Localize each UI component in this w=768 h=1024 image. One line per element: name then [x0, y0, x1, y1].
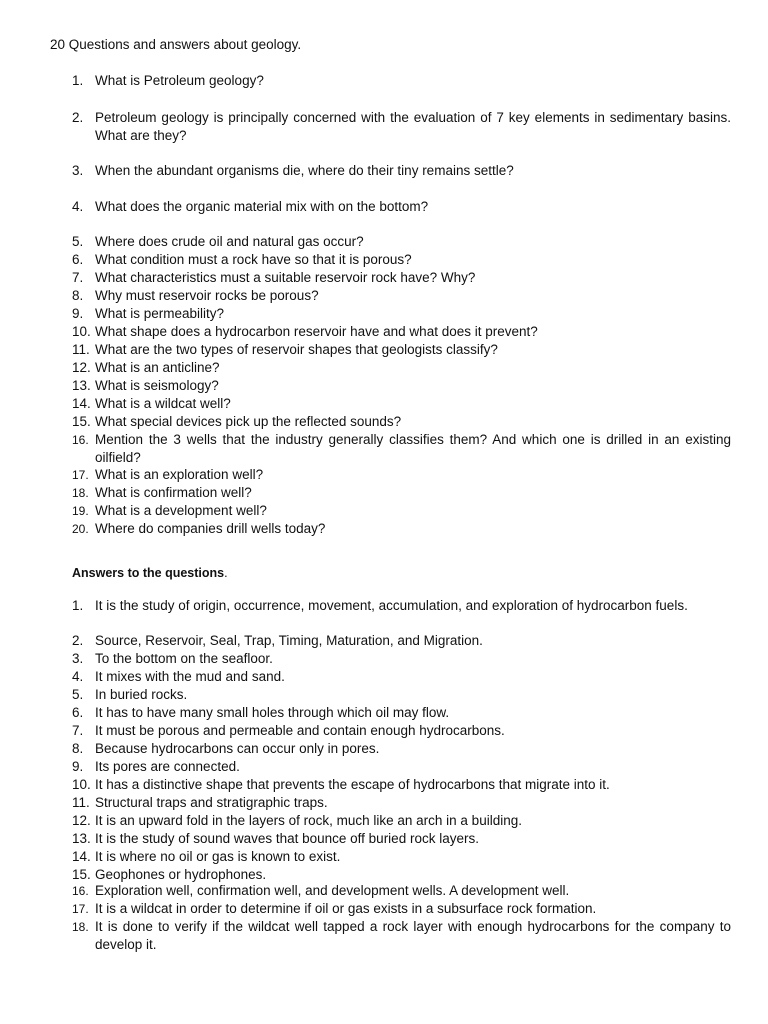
answer-item-text: It must be porous and permeable and contain enough hydrocarbons.	[95, 723, 505, 738]
answer-item-text: It is an upward fold in the layers of rock, much like an arch in a building.	[95, 813, 522, 828]
answer-item-text: It is the study of sound waves that bounce off buried rock layers.	[95, 831, 479, 846]
question-item-text: What is permeability?	[95, 306, 225, 321]
question-item	[72, 233, 731, 251]
answer-item-text: Source, Reservoir, Seal, Trap, Timing, Maturation, and Migration.	[95, 633, 483, 648]
question-item-number: 5.	[72, 234, 84, 249]
question-item-number: 19.	[72, 504, 89, 518]
answer-item-text: Exploration well, confirmation well, and development wells. A development well.	[95, 883, 570, 898]
answer-item-text: Structural traps and stratigraphic traps.	[95, 795, 328, 810]
question-item-text: Petroleum geology is principally concerned with the evaluation of 7 key elements in sedimentary basins. What are they?	[95, 110, 731, 143]
question-item-text: What is an anticline?	[95, 360, 220, 375]
question-item	[72, 251, 731, 269]
answer-item-number: 16.	[72, 884, 89, 898]
question-item-text: Why must reservoir rocks be porous?	[95, 288, 319, 303]
answer-item	[72, 812, 731, 830]
answer-item-text: It is a wildcat in order to determine if oil or gas exists in a subsurface rock formation.	[95, 901, 597, 916]
question-item-text: Mention the 3 wells that the industry generally classifies them? And which one is drilled in an existing oilfield?	[95, 432, 731, 465]
answer-item-number: 1.	[72, 598, 84, 613]
answers-heading-suffix: .	[224, 566, 228, 580]
answer-item-number: 13.	[72, 831, 91, 846]
question-item	[72, 484, 731, 502]
answer-item-number: 10.	[72, 777, 91, 792]
question-item	[72, 341, 731, 359]
question-item-text: What does the organic material mix with on the bottom?	[95, 199, 429, 214]
question-item-number: 3.	[72, 163, 84, 178]
answer-item	[72, 722, 731, 740]
answer-item	[72, 650, 731, 668]
question-item	[72, 502, 731, 520]
answer-item-text: It has to have many small holes through which oil may flow.	[95, 705, 450, 720]
question-item-text: What is a development well?	[95, 503, 267, 518]
answer-item	[72, 900, 731, 918]
answer-item-number: 9.	[72, 759, 84, 774]
question-item-text: What characteristics must a suitable reservoir rock have? Why?	[95, 270, 476, 285]
question-item-text: When the abundant organisms die, where do their tiny remains settle?	[95, 163, 514, 178]
answer-item-number: 17.	[72, 902, 89, 916]
answer-item-number: 18.	[72, 920, 89, 934]
question-item	[72, 431, 731, 467]
document-title: 20 Questions and answers about geology.	[50, 37, 302, 52]
answer-item	[72, 686, 731, 704]
question-item	[72, 287, 731, 305]
answer-item-text: Its pores are connected.	[95, 759, 240, 774]
question-item	[72, 305, 731, 323]
question-item	[72, 413, 731, 431]
answer-item-number: 8.	[72, 741, 84, 756]
question-item-number: 8.	[72, 288, 84, 303]
question-item-text: What is an exploration well?	[95, 467, 264, 482]
question-item	[72, 520, 731, 538]
answer-item-number: 6.	[72, 705, 84, 720]
question-item	[72, 162, 731, 180]
question-item-number: 9.	[72, 306, 84, 321]
question-item-number: 6.	[72, 252, 84, 267]
question-item	[72, 377, 731, 395]
question-item-number: 2.	[72, 110, 84, 125]
question-item	[72, 109, 731, 145]
answer-item-text: It is the study of origin, occurrence, movement, accumulation, and exploration of hydrocarbon fuels.	[95, 598, 688, 613]
answer-item-text: It has a distinctive shape that prevents the escape of hydrocarbons that migrate into it.	[95, 777, 610, 792]
answer-item	[72, 848, 731, 866]
question-item-text: Where does crude oil and natural gas occur?	[95, 234, 364, 249]
question-item-text: What is a wildcat well?	[95, 396, 231, 411]
question-item-number: 4.	[72, 199, 84, 214]
answer-item-text: Geophones or hydrophones.	[95, 867, 267, 882]
question-item-text: What shape does a hydrocarbon reservoir have and what does it prevent?	[95, 324, 538, 339]
question-item-text: What condition must a rock have so that it is porous?	[95, 252, 412, 267]
answer-item	[72, 918, 731, 954]
answer-item-text: Because hydrocarbons can occur only in pores.	[95, 741, 380, 756]
question-item-number: 16.	[72, 433, 89, 447]
answer-item-number: 2.	[72, 633, 84, 648]
question-item	[72, 269, 731, 287]
question-item-number: 12.	[72, 360, 91, 375]
question-item-number: 15.	[72, 414, 91, 429]
question-item-number: 17.	[72, 468, 89, 482]
answer-item-number: 3.	[72, 651, 84, 666]
question-item-text: What are the two types of reservoir shapes that geologists classify?	[95, 342, 498, 357]
answer-item-text: It mixes with the mud and sand.	[95, 669, 285, 684]
answer-item	[72, 668, 731, 686]
answers-heading	[72, 566, 228, 580]
answer-item	[72, 830, 731, 848]
question-item	[72, 323, 731, 341]
answer-item	[72, 776, 731, 794]
question-item-number: 18.	[72, 486, 89, 500]
question-item-number: 7.	[72, 270, 84, 285]
question-item-number: 20.	[72, 522, 89, 536]
question-item-number: 14.	[72, 396, 91, 411]
question-item-number: 11.	[72, 342, 90, 357]
question-item	[72, 395, 731, 413]
answer-item	[72, 597, 731, 615]
answer-item	[72, 704, 731, 722]
answer-item-number: 14.	[72, 849, 91, 864]
answers-heading-label: Answers to the questions	[72, 566, 225, 580]
question-item	[72, 466, 731, 484]
answer-item-text: It is where no oil or gas is known to exist.	[95, 849, 341, 864]
question-item-text: What is confirmation well?	[95, 485, 252, 500]
question-item-number: 1.	[72, 73, 84, 88]
question-item-text: What is Petroleum geology?	[95, 73, 264, 88]
answer-item-number: 5.	[72, 687, 84, 702]
answer-item-text: It is done to verify if the wildcat well tapped a rock layer with enough hydrocarbons for the company to develop it.	[95, 919, 731, 952]
answer-item-number: 4.	[72, 669, 84, 684]
answer-item	[72, 882, 731, 900]
question-item	[72, 359, 731, 377]
question-item	[72, 72, 731, 90]
answer-item	[72, 632, 731, 650]
question-item-number: 13.	[72, 378, 91, 393]
question-item-number: 10.	[72, 324, 91, 339]
question-item-text: What is seismology?	[95, 378, 219, 393]
answer-item-number: 11.	[72, 795, 90, 810]
answer-item-number: 15.	[72, 867, 91, 882]
question-item	[72, 198, 731, 216]
answer-item	[72, 794, 731, 812]
answer-item-text: In buried rocks.	[95, 687, 188, 702]
question-item-text: Where do companies drill wells today?	[95, 521, 326, 536]
answer-item-number: 12.	[72, 813, 91, 828]
answer-item	[72, 758, 731, 776]
question-item-text: What special devices pick up the reflected sounds?	[95, 414, 402, 429]
answer-item-text: To the bottom on the seafloor.	[95, 651, 273, 666]
answer-item	[72, 740, 731, 758]
answer-item-number: 7.	[72, 723, 84, 738]
